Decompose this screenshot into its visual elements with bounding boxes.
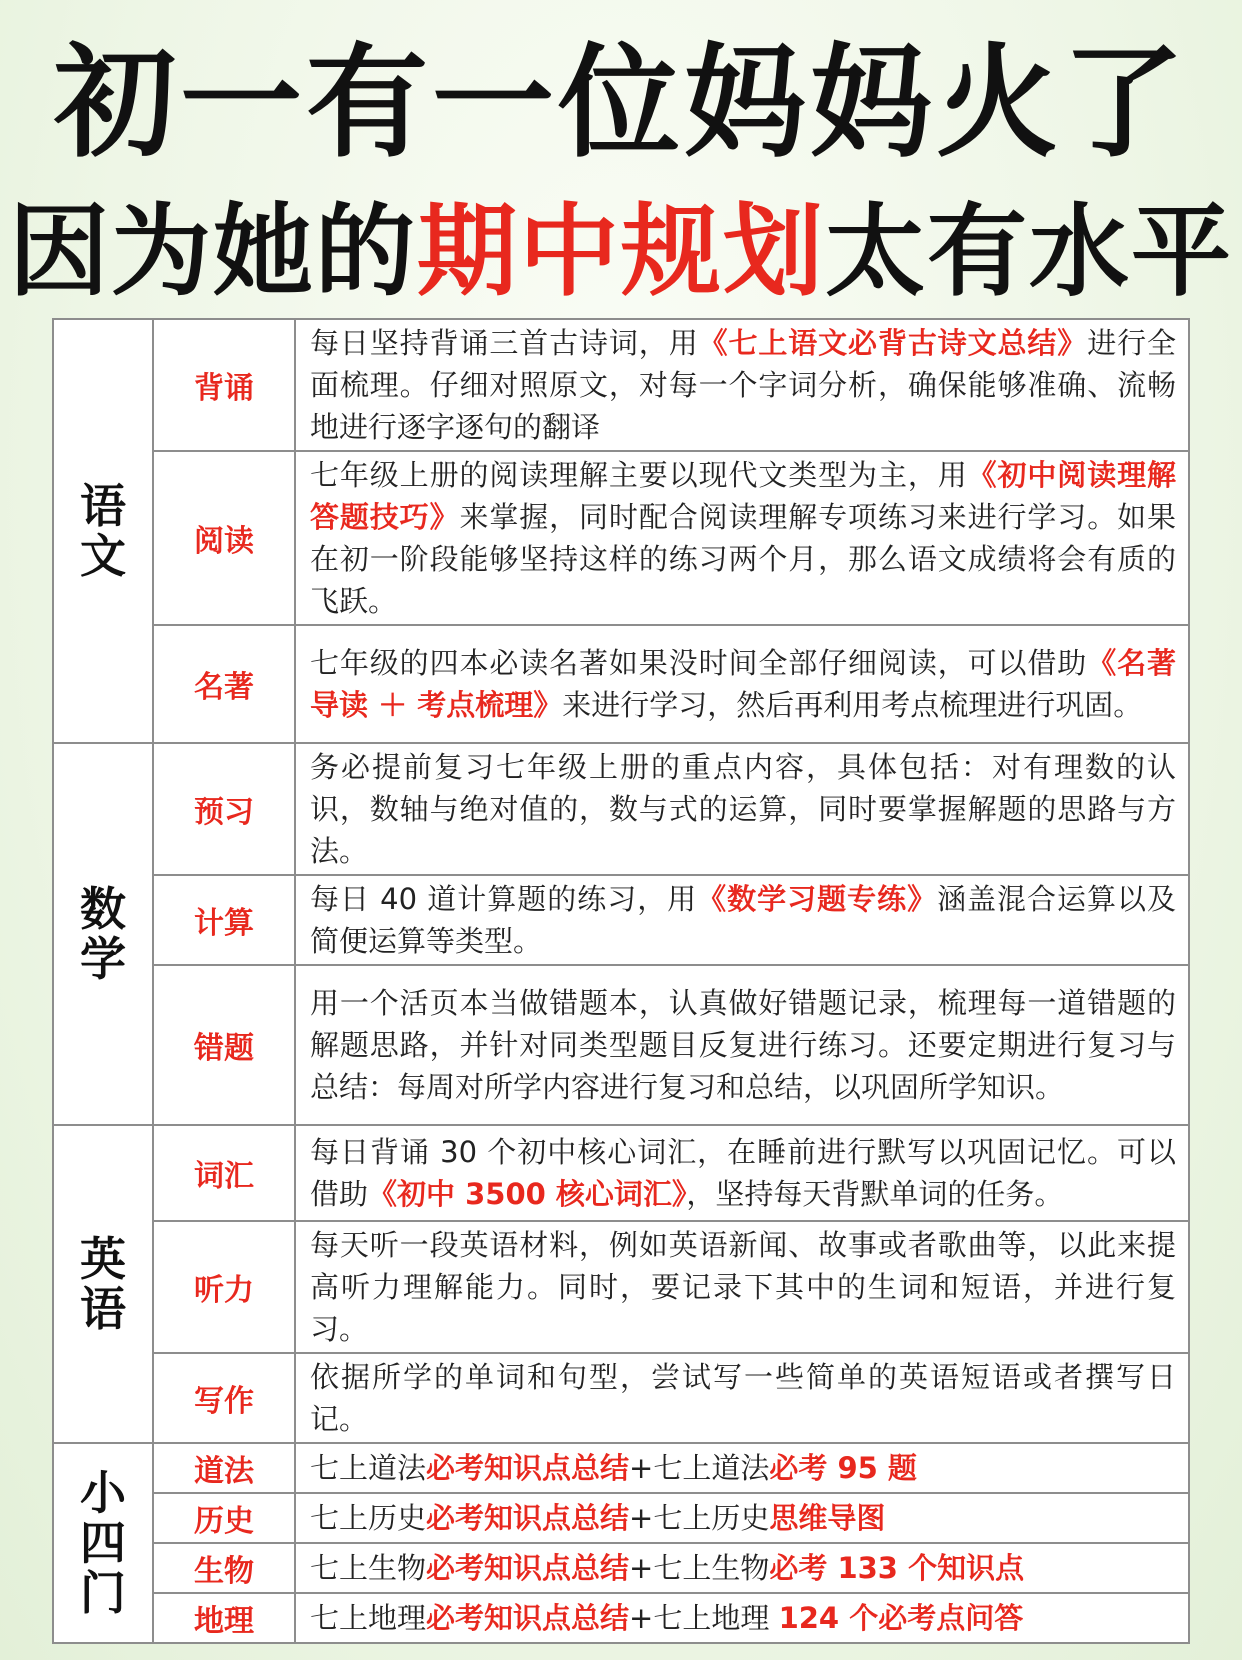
highlight-text: 《七上语文必背古诗文总结》	[698, 326, 1088, 360]
item-label: 词汇	[153, 1125, 295, 1221]
item-label: 预习	[153, 743, 295, 875]
item-description	[295, 1353, 1189, 1443]
desc-text: +七上生物	[629, 1551, 770, 1585]
plan-row	[53, 1125, 1189, 1221]
desc-text: 进行全面梳理。仔细对照原文，对每一个字词分析，确保能够准确、流畅地进行逐字逐句的翻译	[310, 326, 1176, 444]
desc-text: 来进行学习，然后再利用考点梳理进行巩固。	[562, 688, 1143, 722]
item-label: 道法	[153, 1443, 295, 1493]
desc-text: 来掌握，同时配合阅读理解专项练习来进行学习。如果在初一阶段能够坚持这样的练习两个月，那么语文成绩将会有质的飞跃。	[310, 500, 1176, 618]
highlight-text: 《初中阅读理解答题技巧》	[310, 458, 1176, 534]
plan-row	[53, 1493, 1189, 1543]
desc-text: 每日背诵 30 个初中核心词汇，在睡前进行默写以巩固记忆。可以借助	[310, 1135, 1176, 1211]
item-description	[295, 625, 1189, 743]
plan-row	[53, 319, 1189, 451]
desc-text: 每日坚持背诵三首古诗词，用	[310, 326, 699, 360]
item-description	[295, 1125, 1189, 1221]
highlight-text: 思维导图	[769, 1501, 886, 1535]
plan-row	[53, 875, 1189, 965]
desc-text: 务必提前复习七年级上册的重点内容，具体包括：对有理数的认识，数轴与绝对值的，数与式的运算，同时要掌握解题的思路与方法。	[310, 750, 1176, 868]
desc-text: 每天听一段英语材料，例如英语新闻、故事或者歌曲等，以此来提高听力理解能力。同时，要记录下其中的生词和短语，并进行复习。	[310, 1228, 1176, 1346]
highlight-text: 必考知识点总结	[426, 1501, 630, 1535]
subject-cell	[53, 1125, 153, 1443]
item-label: 地理	[153, 1593, 295, 1643]
plan-row	[53, 1353, 1189, 1443]
desc-text: 用一个活页本当做错题本，认真做好错题记录，梳理每一道错题的解题思路，并针对同类型题目反复进行练习。还要定期进行复习与总结：每周对所学内容进行复习和总结，以巩固所学知识。	[310, 986, 1176, 1104]
item-label: 错题	[153, 965, 295, 1125]
subject-cell	[53, 743, 153, 1125]
plan-row	[53, 1593, 1189, 1643]
highlight-text: 必考知识点总结	[426, 1451, 630, 1485]
item-description	[295, 1493, 1189, 1543]
item-label: 阅读	[153, 451, 295, 625]
desc-text: 七上道法	[310, 1451, 427, 1485]
subject-name: 英语	[80, 1232, 126, 1336]
item-label: 写作	[153, 1353, 295, 1443]
item-description	[295, 1543, 1189, 1593]
desc-text: 依据所学的单词和句型，尝试写一些简单的英语短语或者撰写日记。	[310, 1360, 1176, 1436]
desc-text: ，坚持每天背默单词的任务。	[686, 1177, 1064, 1211]
item-label: 名著	[153, 625, 295, 743]
subject-name: 小四门	[80, 1466, 126, 1620]
item-description	[295, 1221, 1189, 1353]
subject-cell	[53, 319, 153, 743]
plan-row	[53, 965, 1189, 1125]
item-label: 听力	[153, 1221, 295, 1353]
desc-text: 七上地理	[310, 1601, 427, 1635]
headline-line-1: 初一有一位妈妈火了	[54, 32, 1188, 174]
item-description	[295, 451, 1189, 625]
item-label: 背诵	[153, 319, 295, 451]
study-plan-table	[52, 318, 1190, 1644]
highlight-text: 《数学习题专练》	[697, 882, 938, 916]
plan-row	[53, 1543, 1189, 1593]
headline-post: 太有水平	[825, 193, 1233, 310]
highlight-text: 《初中 3500 核心词汇》	[368, 1177, 687, 1211]
item-description	[295, 965, 1189, 1125]
subject-name: 语文	[80, 479, 126, 583]
highlight-text: 必考知识点总结	[426, 1551, 630, 1585]
highlight-text: 必考 133 个知识点	[769, 1551, 1025, 1585]
plan-row	[53, 1443, 1189, 1493]
item-label: 生物	[153, 1543, 295, 1593]
highlight-text: 124 个必考点问答	[778, 1601, 1024, 1635]
plan-row	[53, 1221, 1189, 1353]
desc-text: 七上生物	[310, 1551, 427, 1585]
desc-text: 七年级的四本必读名著如果没时间全部仔细阅读，可以借助	[310, 646, 1088, 680]
highlight-text: 《名著导读 ＋ 考点梳理》	[310, 646, 1176, 722]
item-description	[295, 1443, 1189, 1493]
headline-pre: 因为她的	[9, 193, 417, 310]
subject-name: 数学	[80, 882, 126, 986]
plan-row	[53, 743, 1189, 875]
desc-text: 七上历史	[310, 1501, 427, 1535]
desc-text: +七上道法	[629, 1451, 770, 1485]
plan-row	[53, 451, 1189, 625]
desc-text: +七上地理	[629, 1601, 779, 1635]
highlight-text: 必考 95 题	[769, 1451, 917, 1485]
item-description	[295, 319, 1189, 451]
headline-line-2	[0, 190, 1242, 314]
desc-text: +七上历史	[629, 1501, 770, 1535]
subject-cell	[53, 1443, 153, 1643]
desc-text: 七年级上册的阅读理解主要以现代文类型为主，用	[310, 458, 968, 492]
headline-highlight: 期中规划	[417, 193, 825, 310]
desc-text: 每日 40 道计算题的练习，用	[310, 882, 698, 916]
item-description	[295, 1593, 1189, 1643]
item-description	[295, 875, 1189, 965]
highlight-text: 必考知识点总结	[426, 1601, 630, 1635]
item-label: 计算	[153, 875, 295, 965]
desc-text: 涵盖混合运算以及简便运算等类型。	[310, 882, 1176, 958]
plan-row	[53, 625, 1189, 743]
item-label: 历史	[153, 1493, 295, 1543]
item-description	[295, 743, 1189, 875]
